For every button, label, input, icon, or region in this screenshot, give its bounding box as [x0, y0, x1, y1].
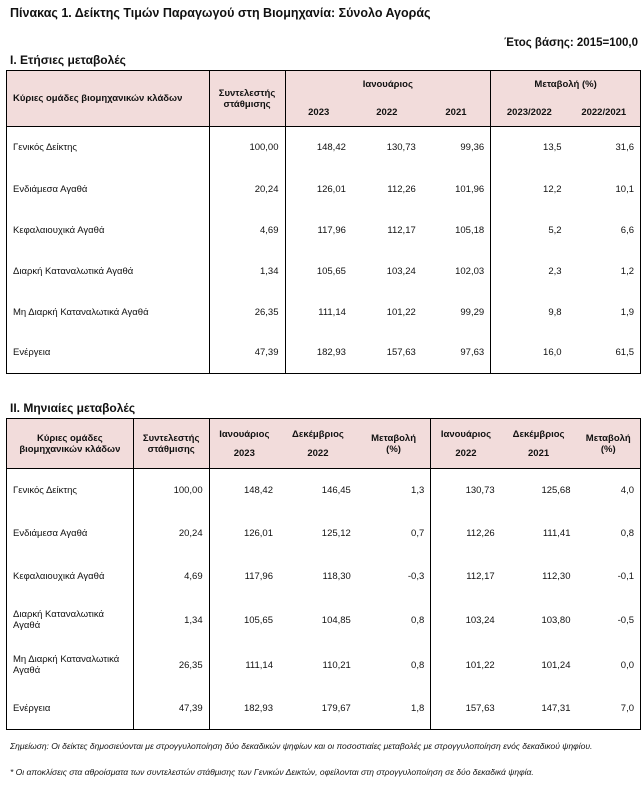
- cell-value: 125,68: [541, 484, 571, 496]
- table-row: [7, 251, 641, 292]
- cell-value: 16,0: [491, 333, 568, 374]
- section2-heading: II. Μηνιαίες μεταβολές: [10, 401, 136, 415]
- cell-value: 126,01: [209, 512, 279, 555]
- cell-value: 101,96: [455, 183, 485, 195]
- cell-value: 26,35: [133, 643, 209, 688]
- table-row: [7, 688, 641, 730]
- col-header-label: Ιανουάριος: [219, 428, 270, 440]
- cell-value: 1,34: [133, 598, 209, 643]
- cell-value: 97,63: [460, 347, 485, 359]
- cell-value: 1,9: [620, 306, 634, 318]
- cell-value: 118,30: [322, 570, 351, 582]
- cell-value: 99,36: [460, 142, 485, 154]
- table-row: [7, 210, 641, 251]
- section1-heading: I. Ετήσιες μεταβολές: [10, 53, 126, 67]
- col-header-label: Δεκέμβριος: [292, 428, 344, 440]
- cell-value: 182,93: [285, 333, 352, 374]
- col-header-label: Μεταβολή (%): [585, 432, 631, 455]
- cell-value: 112,26: [431, 512, 501, 555]
- table-row: [7, 555, 641, 598]
- cell-value: 101,22: [431, 643, 501, 688]
- cell-value: 130,73: [386, 142, 416, 154]
- base-year: Έτος βάσης: 2015=100,0: [504, 37, 638, 49]
- col-header-label: Δεκέμβριος: [512, 428, 565, 440]
- monthly-changes-table: [6, 418, 641, 730]
- row-label: Ενέργεια: [13, 702, 51, 714]
- cell-value: 100,00: [133, 469, 209, 512]
- cell-value: 47,39: [209, 333, 285, 374]
- cell-value: -0,3: [407, 570, 425, 582]
- table-row: [7, 512, 641, 555]
- row-label: Ενδιάμεσα Αγαθά: [13, 183, 88, 195]
- cell-value: 0,8: [411, 614, 425, 626]
- cell-value: 4,69: [209, 210, 285, 251]
- page-title: Πίνακας 1. Δείκτης Τιμών Παραγωγού στη Βιομηχανία: Σύνολο Αγοράς: [10, 6, 431, 20]
- col-header-year: 2022: [307, 447, 329, 459]
- col-weight-header: Συντελεστής στάθμισης: [209, 71, 285, 127]
- annual-changes-table: [6, 70, 641, 374]
- row-label: Μη Διαρκή Καταναλωτικά Αγαθά: [13, 654, 120, 676]
- col-header-year: 2023: [233, 447, 255, 459]
- table-row: [7, 469, 641, 512]
- cell-value: 105,18: [455, 224, 485, 236]
- col-header: [431, 419, 501, 469]
- cell-value: 31,6: [615, 142, 634, 154]
- cell-value: 1,2: [620, 265, 634, 277]
- cell-value: 157,63: [386, 347, 416, 359]
- cell-value: 112,17: [431, 555, 501, 598]
- cell-value: 20,24: [133, 512, 209, 555]
- col-groups-header: Κύριες ομάδες βιομηχανικών κλάδων: [7, 419, 134, 469]
- cell-value: 1,3: [411, 484, 425, 496]
- col-weight-header: Συντελεστής στάθμισης: [133, 419, 209, 469]
- sub-header: 2022: [352, 99, 422, 127]
- col-header: [279, 419, 357, 469]
- cell-value: 112,26: [387, 183, 416, 195]
- cell-value: 126,01: [285, 169, 352, 210]
- sub-header: 2023/2022: [491, 99, 568, 127]
- cell-value: 112,17: [387, 224, 416, 236]
- col-header: [577, 419, 641, 469]
- cell-value: 103,80: [541, 614, 571, 626]
- row-label: Μη Διαρκή Καταναλωτικά Αγαθά: [13, 306, 149, 318]
- cell-value: 117,96: [209, 555, 279, 598]
- cell-value: 130,73: [431, 469, 501, 512]
- cell-value: 100,00: [209, 127, 285, 169]
- cell-value: 26,35: [209, 292, 285, 333]
- table-row: [7, 169, 641, 210]
- cell-value: 7,0: [620, 702, 634, 714]
- cell-value: 125,12: [321, 527, 351, 539]
- cell-value: 1,34: [209, 251, 285, 292]
- cell-value: 179,67: [321, 702, 351, 714]
- col-header: [209, 419, 279, 469]
- row-label: Διαρκή Καταναλωτικά Αγαθά: [13, 609, 104, 631]
- cell-value: 103,24: [386, 265, 416, 277]
- cell-value: 111,14: [285, 292, 352, 333]
- cell-value: 182,93: [209, 688, 279, 730]
- note-weights: * Οι αποκλίσεις στα αθροίσματα των συντελεστών στάθμισης των Γενικών Δεικτών, οφείλονται στη στρογγυλοποίηση σε δύο δεκαδικά ψηφία.: [10, 767, 534, 777]
- row-label: Κεφαλαιουχικά Αγαθά: [13, 570, 105, 582]
- cell-value: 20,24: [209, 169, 285, 210]
- cell-value: 112,30: [542, 570, 571, 582]
- cell-value: 146,45: [321, 484, 351, 496]
- cell-value: 0,7: [411, 527, 425, 539]
- cell-value: 105,65: [209, 598, 279, 643]
- cell-value: 2,3: [491, 251, 568, 292]
- sub-header: 2023: [285, 99, 352, 127]
- cell-value: 101,22: [386, 306, 416, 318]
- cell-value: 102,03: [455, 265, 485, 277]
- cell-value: 101,24: [541, 659, 571, 671]
- cell-value: 4,69: [133, 555, 209, 598]
- cell-value: 104,85: [321, 614, 351, 626]
- sub-header: 2022/2021: [568, 99, 641, 127]
- cell-value: 13,5: [491, 127, 568, 169]
- cell-value: 61,5: [615, 347, 634, 359]
- cell-value: 110,21: [322, 659, 351, 671]
- cell-value: 0,0: [620, 659, 634, 671]
- cell-value: 157,63: [431, 688, 501, 730]
- cell-value: 9,8: [491, 292, 568, 333]
- cell-value: 12,2: [491, 169, 568, 210]
- note-rounding: Σημείωση: Οι δείκτες δημοσιεύονται με στρογγυλοποίηση δύο δεκαδικών ψηφίων και οι ποσοστιαίες μεταβολές με στρογγυλοποίηση ενός δεκαδικού ψηφίου.: [10, 741, 593, 751]
- cell-value: 4,0: [620, 484, 634, 496]
- cell-value: -0,5: [617, 614, 634, 626]
- col-header-year: 2022: [455, 447, 477, 459]
- cell-value: 117,96: [285, 210, 352, 251]
- col-header: [501, 419, 577, 469]
- cell-value: 47,39: [133, 688, 209, 730]
- cell-value: 147,31: [541, 702, 571, 714]
- cell-value: 10,1: [615, 183, 634, 195]
- cell-value: 103,24: [431, 598, 501, 643]
- col-header-label: Ιανουάριος: [440, 428, 492, 440]
- col-change-header: Μεταβολή (%): [491, 71, 641, 99]
- table-row: [7, 127, 641, 169]
- cell-value: 105,65: [285, 251, 352, 292]
- row-label: Κεφαλαιουχικά Αγαθά: [13, 224, 105, 236]
- table-row: [7, 643, 641, 688]
- cell-value: 99,29: [460, 306, 485, 318]
- cell-value: 111,14: [209, 643, 279, 688]
- sub-header: 2021: [422, 99, 491, 127]
- cell-value: -0,1: [617, 570, 634, 582]
- cell-value: 148,42: [285, 127, 352, 169]
- cell-value: 0,8: [411, 659, 425, 671]
- col-header-year: 2021: [528, 447, 550, 459]
- row-label: Διαρκή Καταναλωτικά Αγαθά: [13, 265, 134, 277]
- cell-value: 0,8: [620, 527, 634, 539]
- row-label: Ενδιάμεσα Αγαθά: [13, 527, 88, 539]
- col-header: [357, 419, 431, 469]
- cell-value: 1,8: [411, 702, 425, 714]
- row-label: Γενικός Δείκτης: [13, 484, 77, 496]
- cell-value: 148,42: [209, 469, 279, 512]
- col-january-header: Ιανουάριος: [285, 71, 491, 99]
- table-row: [7, 333, 641, 374]
- cell-value: 5,2: [491, 210, 568, 251]
- table-row: [7, 292, 641, 333]
- cell-value: 6,6: [620, 224, 634, 236]
- col-groups-header: Κύριες ομάδες βιομηχανικών κλάδων: [7, 71, 210, 127]
- col-header-label: Μεταβολή (%): [371, 432, 417, 455]
- table-row: [7, 598, 641, 643]
- row-label: Ενέργεια: [13, 347, 51, 359]
- cell-value: 111,41: [542, 527, 571, 539]
- row-label: Γενικός Δείκτης: [13, 142, 77, 154]
